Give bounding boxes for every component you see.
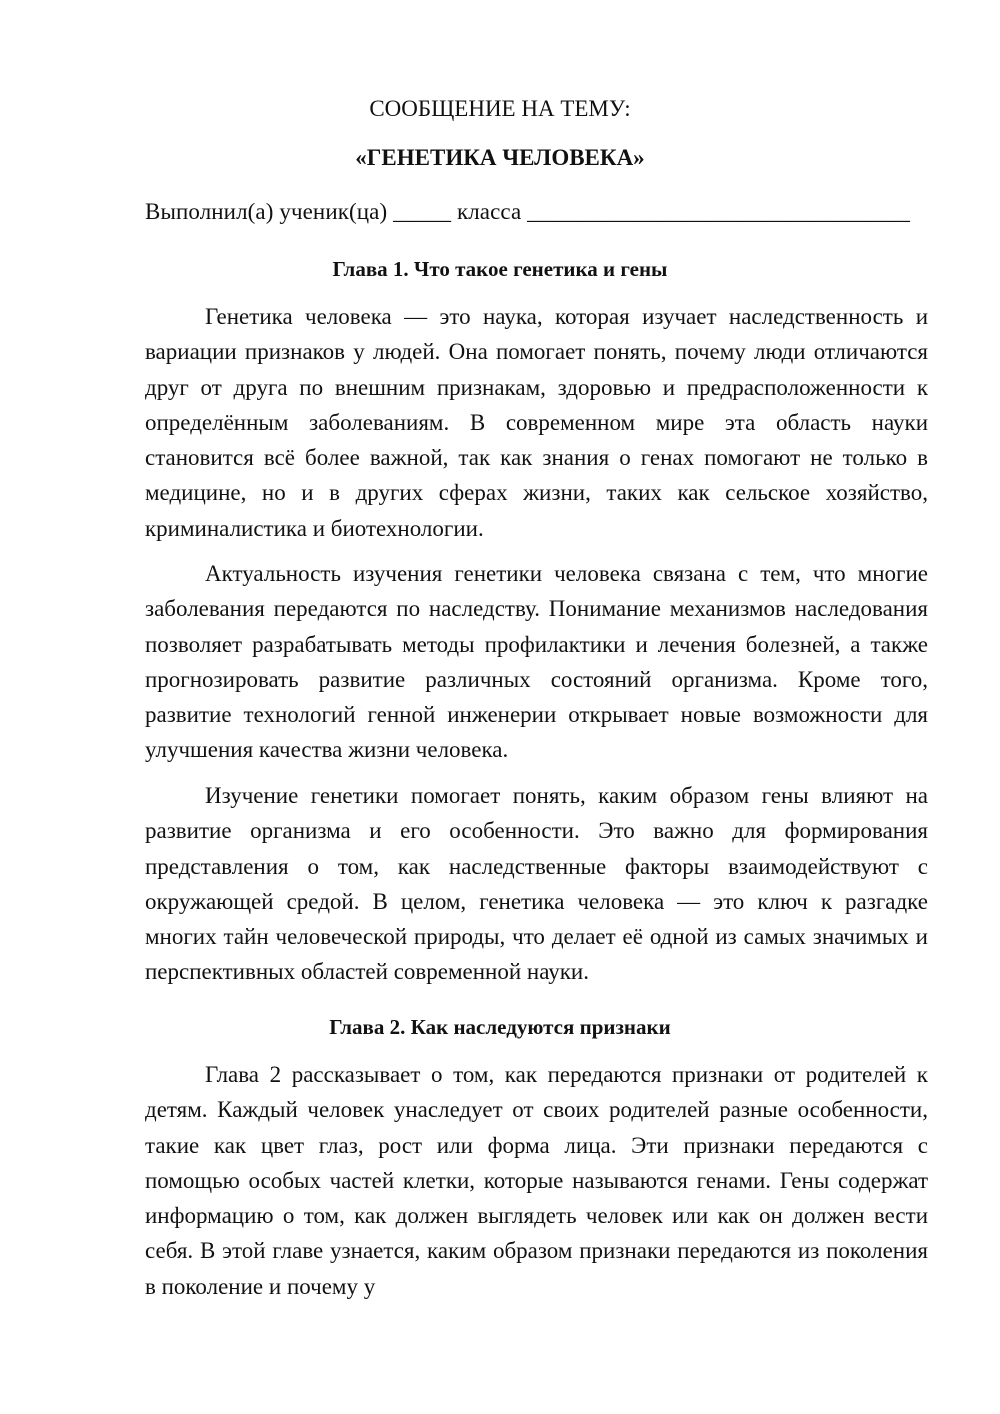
author-line: Выполнил(а) ученик(ца) _____ класса _________________________________ [145,199,910,224]
chapter2-paragraph-1: Глава 2 рассказывает о том, как передаются признаки от родителей к детям. Каждый человек унаследует от своих родителей разные особенности, такие как цвет глаз, рост или форма лица. Эти признаки передаются с помощью особых частей клетки, которые называются генами. Гены содержат информацию о том, как должен выглядеть человек или как он должен вести себя. В этой главе узнается, каким образом признаки передаются из поколения в поколение и почему у [145,1062,928,1299]
chapter1-heading: Глава 1. Что такое генетика и гены [332,257,668,281]
document-title-line1: СООБЩЕНИЕ НА ТЕМУ: [369,96,631,121]
chapter1-paragraph-3: Изучение генетики помогает понять, каким образом гены влияют на развитие организма и его особенности. Это важно для формирования представления о том, как наследственные факторы взаимодействуют с окружающей средой. В целом, генетика человека — это ключ к разгадке многих тайн человеческой природы, что делает её одной из самых значимых и перспективных областей современной науки. [145,783,928,985]
chapter1-paragraph-2: Актуальность изучения генетики человека связана с тем, что многие заболевания передаются по наследству. Понимание механизмов наследования позволяет разрабатывать методы профилактики и лечения болезней, а также прогнозировать развитие различных состояний организма. Кроме того, развитие технологий генной инженерии открывает новые возможности для улучшения качества жизни человека. [145,561,928,763]
chapter2-heading: Глава 2. Как наследуются признаки [329,1015,671,1039]
document-title-line2: «ГЕНЕТИКА ЧЕЛОВЕКА» [355,145,645,170]
chapter1-paragraph-1: Генетика человека — это наука, которая изучает наследственность и вариации признаков у людей. Она помогает понять, почему люди отличаются друг от друга по внешним признакам, здоровью и предрасположенности к определённым заболеваниям. В современном мире эта область науки становится всё более важной, так как знания о генах помогают не только в медицине, но и в других сферах жизни, таких как сельское хозяйство, криминалистика и биотехнологии. [145,304,928,541]
